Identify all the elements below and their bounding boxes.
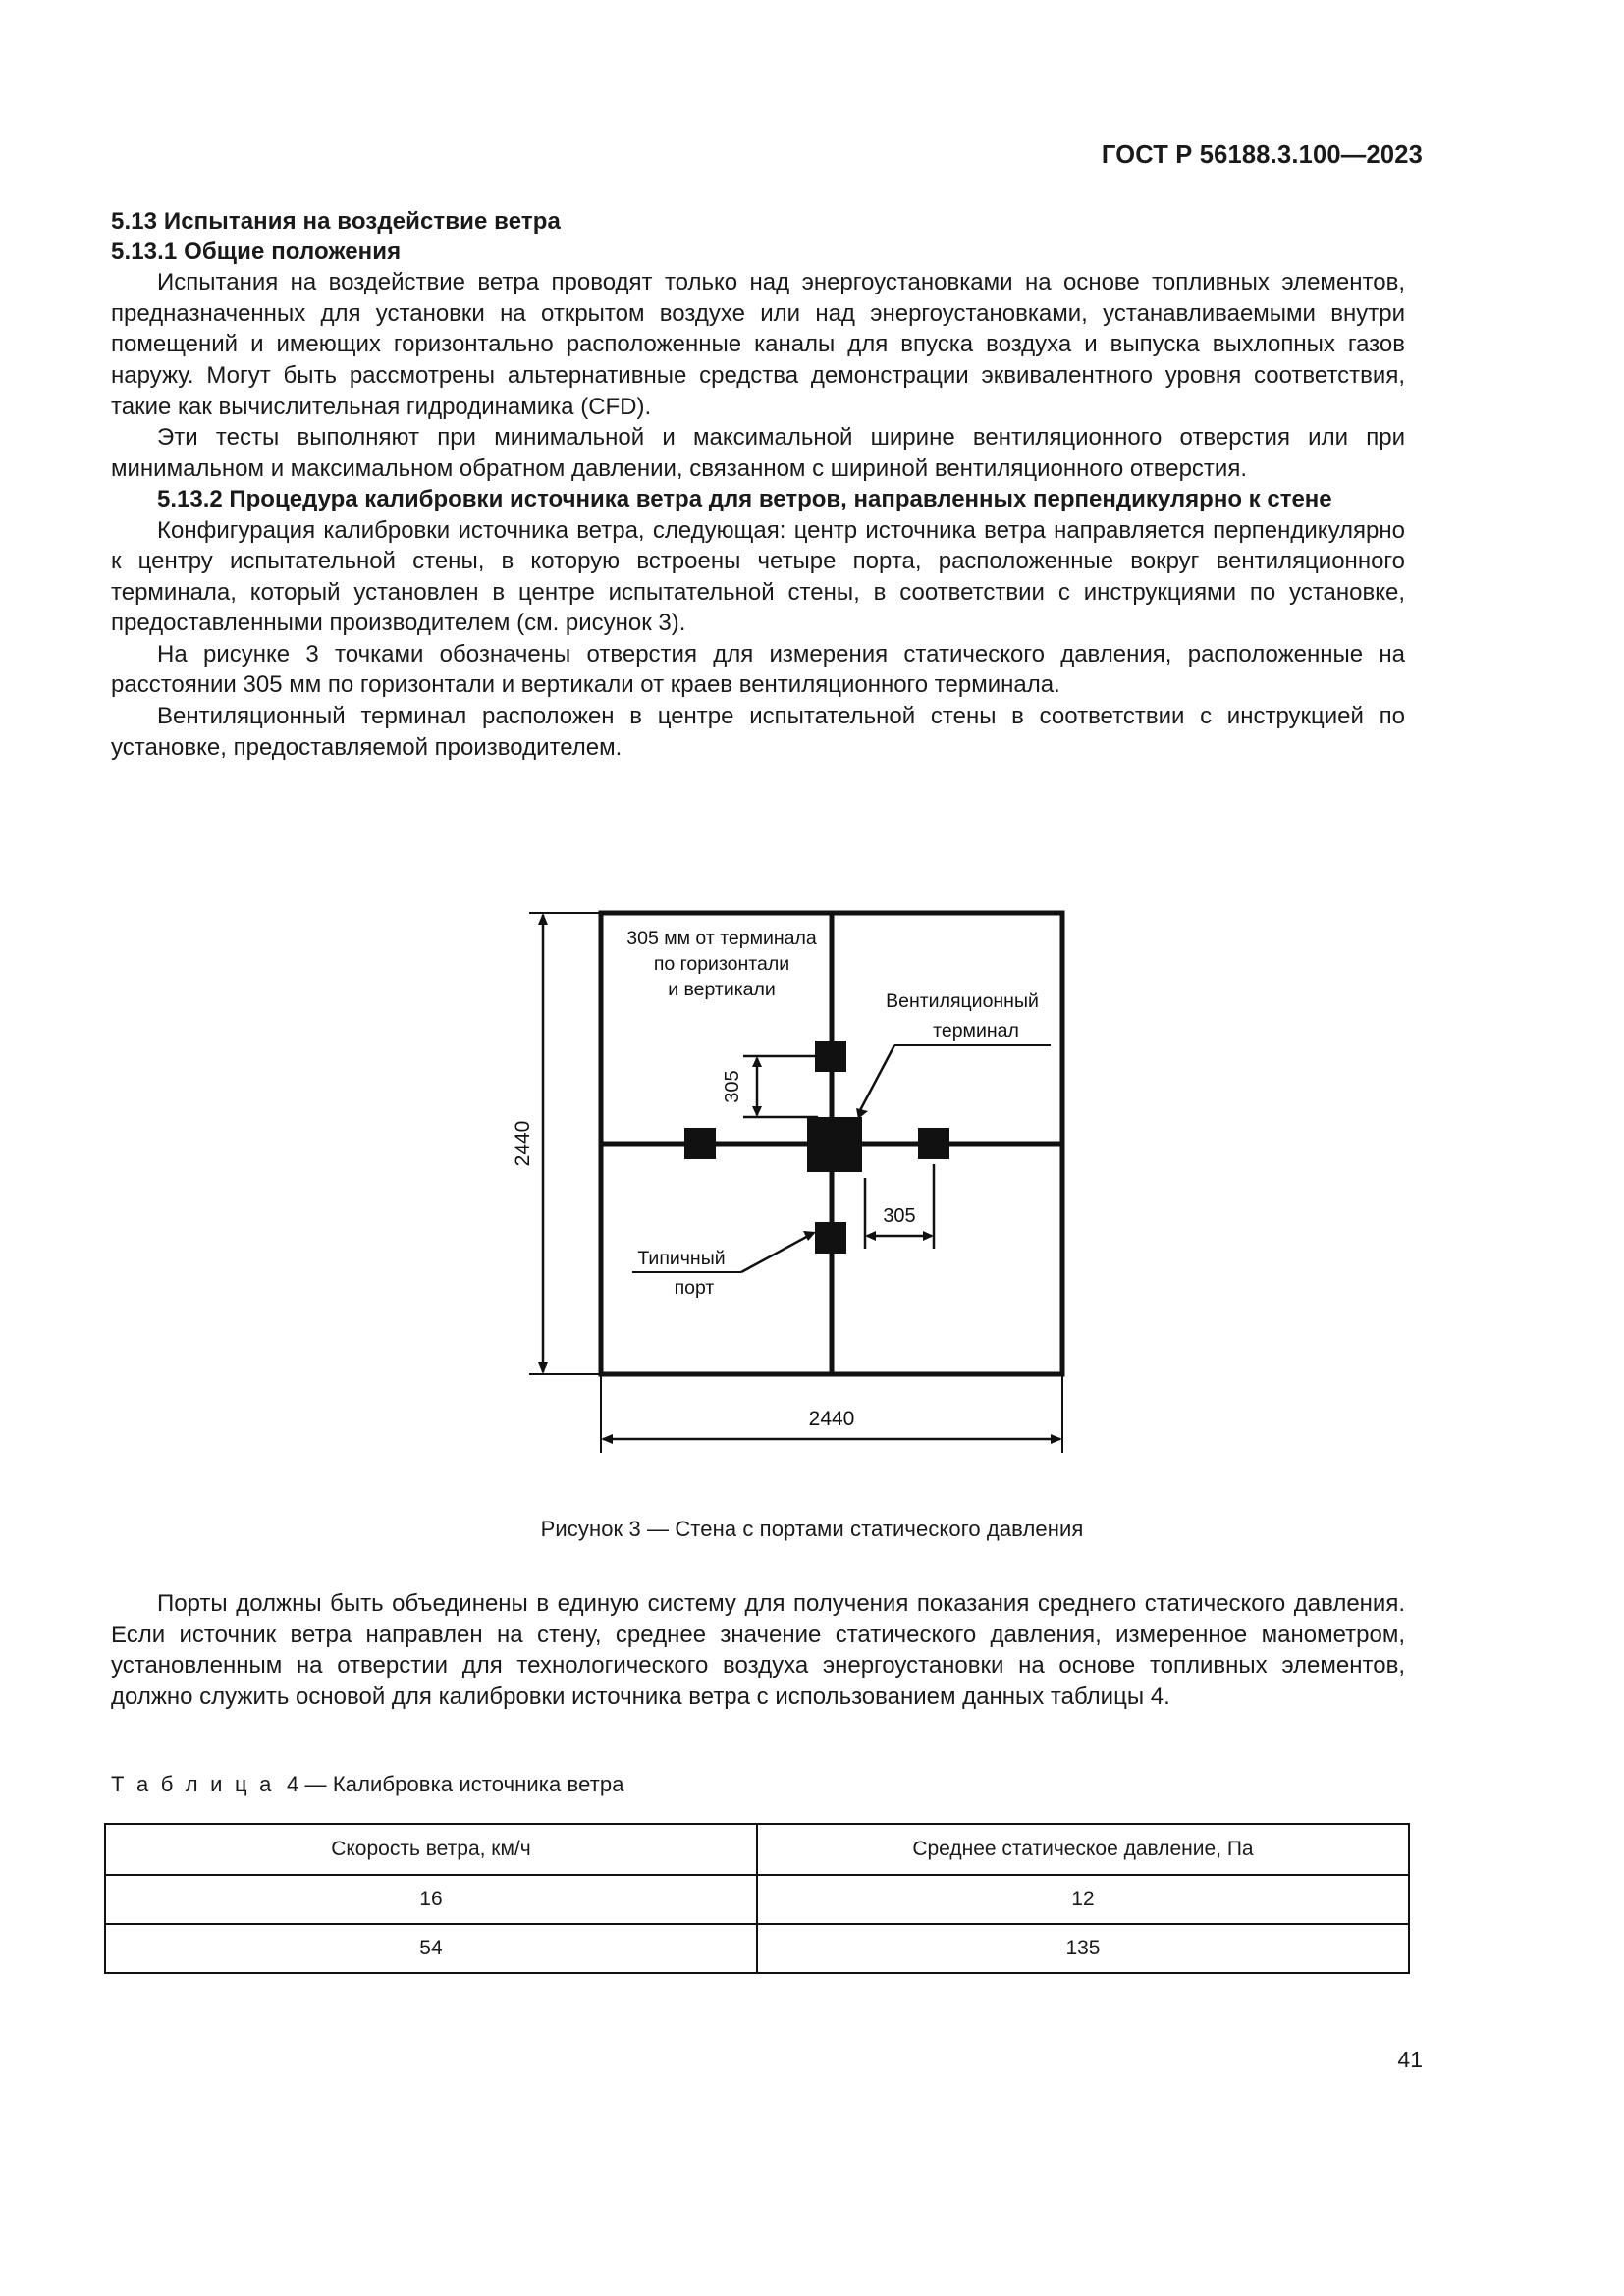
page-number: 41 [1397, 2047, 1423, 2072]
port-right [918, 1128, 949, 1159]
section-heading-5-13: 5.13 Испытания на воздействие ветра [111, 208, 561, 235]
port-bottom [815, 1222, 846, 1254]
arrowhead-height-up [538, 913, 548, 925]
dim-label-vertical-305: 305 [722, 1070, 743, 1103]
column-header-mean-static-pressure: Среднее статическое давление, Па [757, 1824, 1409, 1875]
callout-port-line2: порт [674, 1277, 715, 1299]
callout-terminal-line2: терминал [933, 1020, 1019, 1041]
arrowhead-left-h [865, 1231, 876, 1241]
callout-terminal-leader [859, 1045, 894, 1112]
lower-content [111, 1588, 1405, 1712]
column-header-wind-speed: Скорость ветра, км/ч [105, 1824, 757, 1875]
arrowhead-width-left [601, 1434, 613, 1444]
callout-port-line1: Типичный [637, 1248, 726, 1269]
cell-wind-speed: 54 [105, 1924, 757, 1973]
figure-3-container [0, 903, 1624, 1482]
table-4-wind-source-calibration [104, 1823, 1410, 1974]
note-305-line1: 305 мм от терминала [626, 928, 817, 949]
paragraph-terminal-location: Вентиляционный терминал расположен в центре испытательной стены в соответствии с инструкцией по установке, предоставляемой производителем. [111, 703, 1405, 761]
cell-pressure: 135 [757, 1924, 1409, 1973]
cell-wind-speed: 16 [105, 1875, 757, 1924]
table-header-row [105, 1824, 1409, 1875]
arrowhead-down [752, 1106, 762, 1117]
standard-header: ГОСТ Р 56188.3.100—2023 [1101, 141, 1423, 169]
port-top [815, 1041, 846, 1072]
section-heading-5-13-1: 5.13.1 Общие положения [111, 239, 402, 266]
note-305-line2: по горизонтали [653, 953, 790, 975]
arrowhead-right-h [923, 1231, 934, 1241]
paragraph-calibration-config: Конфигурация калибровки источника ветра, следующая: центр источника ветра направляется перпендикулярно к центру испытательной стены, в которую встроены четыре порта, расположенные вокруг вентиляционного терминала, который установлен в центре испытательной стены, в соответствии с инструкциями по установке, предоставленными производителем (см. рисунок 3). [111, 516, 1405, 637]
callout-port-leader [741, 1235, 810, 1272]
figure-3-caption: Рисунок 3 — Стена с портами статического давления [540, 1517, 1084, 1541]
paragraph-general-provisions-1: Испытания на воздействие ветра проводят только над энергоустановками на основе топливных элементов, предназначенных для установки на открытом воздухе или над энергоустановками, устанавливаемыми внутри помещений и имеющих горизонтально расположенные каналы для впуска воздуха и выпуска выхлопных газов наружу. Могут быть рассмотрены альтернативные средства демонстрации эквивалентного уровня соответствия, такие как вычислительная гидродинамика (CFD). [111, 269, 1405, 420]
callout-port-arrowhead [803, 1231, 816, 1241]
section-heading-5-13-2: 5.13.2 Процедура калибровки источника ветра для ветров, направленных перпендикулярно к стене [157, 486, 1332, 513]
callout-terminal-line1: Вентиляционный [886, 990, 1039, 1012]
paragraph-general-provisions-2: Эти тесты выполняют при минимальной и максимальной ширине вентиляционного отверстия или при минимальном и максимальном обратном давлении, связанном с шириной вентиляционного отверстия. [111, 424, 1405, 482]
table-4-title-label: Т а б л и ц а [111, 1772, 275, 1796]
dim-label-horizontal-305: 305 [883, 1205, 916, 1227]
ventilation-terminal-block [807, 1117, 862, 1172]
table-4-title-text: — Калибровка источника ветра [304, 1772, 624, 1796]
paragraph-port-distances: На рисунке 3 точками обозначены отверстия для измерения статического давления, расположенные на расстоянии 305 мм по горизонтали и вертикали от краев вентиляционного терминала. [111, 640, 1405, 699]
arrowhead-height-down [538, 1362, 548, 1374]
dim-label-height-2440: 2440 [512, 1120, 534, 1167]
note-305-line3: и вертикали [668, 979, 776, 1000]
table-4-title [111, 1772, 624, 1797]
main-content [111, 206, 1405, 763]
port-left [684, 1128, 716, 1159]
table-4-title-number: 4 [286, 1772, 299, 1796]
figure-3-drawing [508, 903, 1116, 1482]
wall-with-static-pressure-ports-diagram [508, 903, 1116, 1482]
arrowhead-up [752, 1056, 762, 1067]
table-row [105, 1875, 1409, 1924]
cell-pressure: 12 [757, 1875, 1409, 1924]
table-row [105, 1924, 1409, 1973]
dim-label-width-2440: 2440 [808, 1408, 855, 1430]
paragraph-ports-manifold: Порты должны быть объединены в единую систему для получения показания среднего статического давления. Если источник ветра направлен на стену, среднее значение статического давления, измеренное манометром, установленным на отверстии для технологического воздуха энергоустановки на основе топливных элементов, должно служить основой для калибровки источника ветра с использованием данных таблицы 4. [111, 1590, 1405, 1710]
arrowhead-width-right [1051, 1434, 1062, 1444]
